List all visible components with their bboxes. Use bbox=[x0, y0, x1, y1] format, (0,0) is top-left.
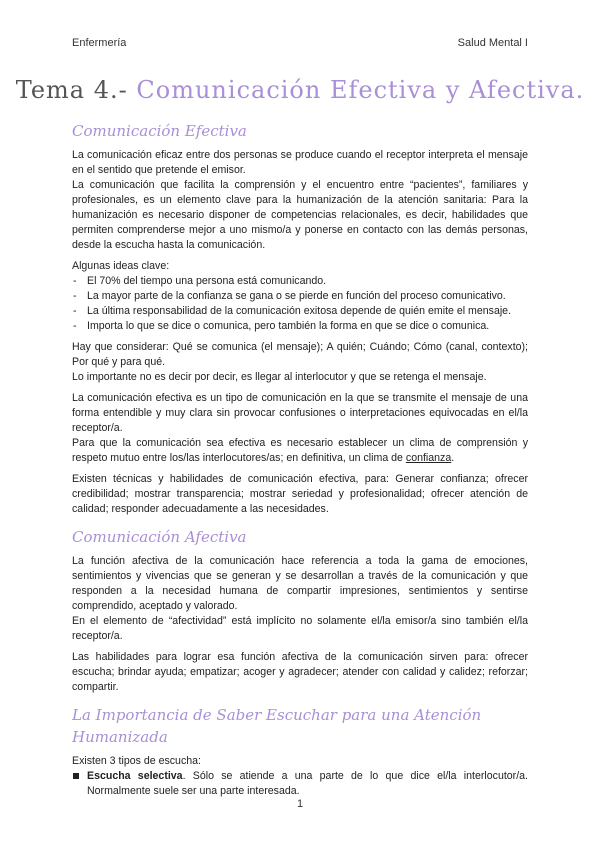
list-item: - El 70% del tiempo una persona está comunicando. bbox=[72, 274, 528, 289]
section-heading-comunicacion-afectiva: Comunicación Afectiva bbox=[72, 528, 247, 546]
paragraph: Hay que considerar: Qué se comunica (el mensaje); A quién; Cuándo; Cómo (canal, contexto); Por qué y para qué. bbox=[72, 341, 528, 368]
paragraph: En el elemento de “afectividad” está implícito no solamente el/la emisor/a sino también el/la receptor/a. bbox=[72, 615, 528, 642]
list-item: - La última responsabilidad de la comunicación exitosa depende de quién emite el mensaje. bbox=[72, 304, 528, 319]
page-number: 1 bbox=[296, 798, 304, 810]
listening-types-list bbox=[72, 769, 528, 799]
header-course: Salud Mental I bbox=[457, 37, 528, 49]
paragraph: La comunicación efectiva es un tipo de comunicación en la que se transmite el mensaje de una forma entendible y muy clara sin provocar confusiones o interpretaciones equivocadas en el/la receptor/a. bbox=[72, 392, 528, 434]
section-heading-comunicacion-efectiva: Comunicación Efectiva bbox=[72, 122, 247, 140]
title-topic-number: Tema 4.- bbox=[15, 76, 128, 104]
paragraph bbox=[72, 436, 528, 466]
square-bullet-icon bbox=[73, 773, 79, 779]
paragraph: Las habilidades para lograr esa función afectiva de la comunicación sirven para: ofrecer escucha; brindar ayuda; empatizar; acoger y agradecer; atender con calidad y calidez; reforzar; compartir. bbox=[72, 651, 528, 693]
text-span: . Sólo se atiende a una parte de lo que dice el/la interlocutor/a. Normalmente suele ser una parte interesada. bbox=[87, 770, 528, 797]
document-body bbox=[72, 120, 528, 799]
page-title bbox=[0, 76, 600, 104]
list-item: - La mayor parte de la confianza se gana o se pierde en función del proceso comunicativo. bbox=[72, 289, 528, 304]
title-topic-name: Comunicación Efectiva y Afectiva. bbox=[136, 76, 585, 104]
text-span: Para que la comunicación sea efectiva es necesario establecer un clima de comprensión y respeto mutuo entre los/las interlocutores/as; en definitiva, un clima de bbox=[72, 437, 528, 464]
ideas-label: Algunas ideas clave: bbox=[72, 260, 170, 272]
key-ideas-list bbox=[72, 274, 528, 334]
paragraph: Existen 3 tipos de escucha: bbox=[72, 755, 201, 767]
paragraph: Existen técnicas y habilidades de comunicación efectiva, para: Generar confianza; ofrecer credibilidad; mostrar transparencia; mostrar seriedad y profesionalidad; ofrecer atención de calidad; responder adecuadamente a las necesidades. bbox=[72, 473, 528, 515]
term-bold: Escucha selectiva bbox=[87, 770, 183, 782]
underlined-word: confianza bbox=[405, 452, 452, 464]
list-item: - Importa lo que se dice o comunica, pero también la forma en que se dice o comunica. bbox=[72, 319, 528, 334]
paragraph: La función afectiva de la comunicación hace referencia a toda la gama de emociones, sentimientos y vivencias que se generan y se desarrollan a través de la comunicación y que responden a la necesidad humana de compartir impresiones, sentimientos y sentirse comprendido, aceptado y valorado. bbox=[72, 555, 528, 612]
section-heading-saber-escuchar: La Importancia de Saber Escuchar para una Atención Humanizada bbox=[72, 706, 482, 746]
header-subject: Enfermería bbox=[72, 37, 127, 49]
text-span: . bbox=[451, 452, 455, 464]
paragraph: La comunicación eficaz entre dos personas se produce cuando el receptor interpreta el mensaje en el sentido que pretende el emisor. bbox=[72, 149, 528, 176]
list-item bbox=[72, 769, 528, 799]
paragraph: Lo importante no es decir por decir, es llegar al interlocutor y que se retenga el mensaje. bbox=[72, 371, 487, 383]
paragraph: La comunicación que facilita la comprensión y el encuentro entre “pacientes”, familiares y profesionales, es un elemento clave para la humanización de la atención sanitaria: Para la humanización es necesario disponer de competencias relacionales, es decir, habilidades que permiten comprenderse mejor a uno mismo/a y ponerse en contacto con las demás personas, desde la escucha hasta la comunicación. bbox=[72, 179, 528, 251]
